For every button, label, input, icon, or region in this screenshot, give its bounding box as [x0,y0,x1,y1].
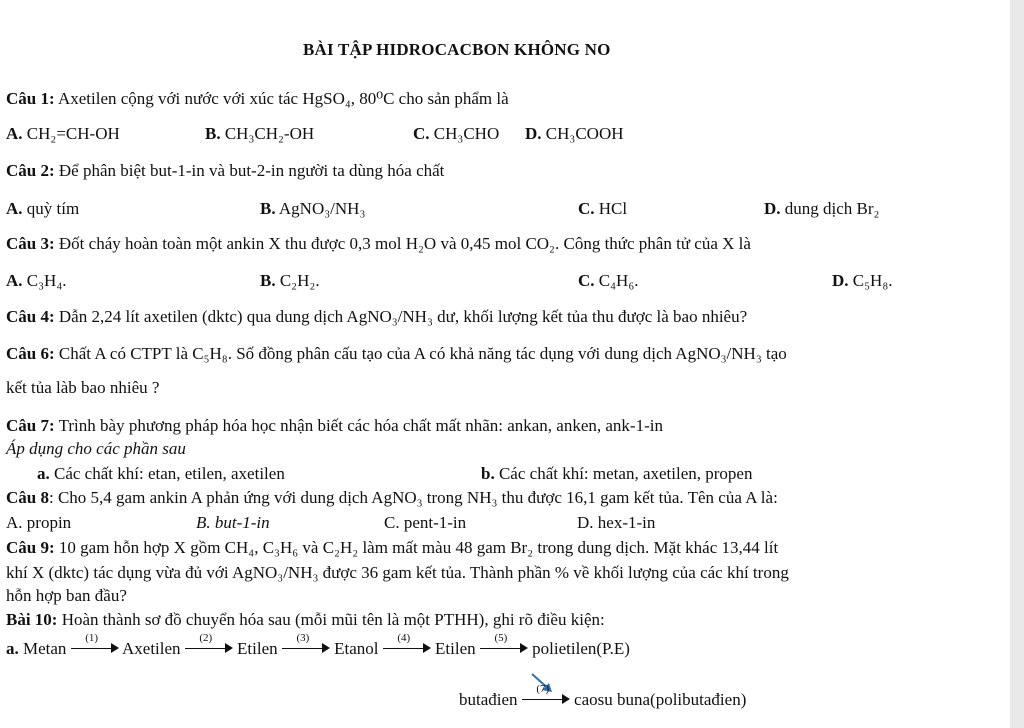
exercise-10-label: Bài 10: [6,610,58,629]
compound-etilen-2: Etilen [435,639,476,658]
question-6-text: Chất A có CTPT là C₅H₈. Số đồng phân cấu tạo của A có khả năng tác dụng với dung dịch AgNO₃/NH₃ tạo [58,344,787,363]
q3-option-a [6,272,67,289]
reaction-number: (4) [397,632,411,644]
q3-option-b [260,272,320,289]
q3-option-d [832,272,893,289]
part-label: a. [37,464,50,483]
q8-option-c: C. pent-1-in [384,513,467,532]
question-9-text: 10 gam hỗn hợp X gồm CH₄, C₃H₆ và C₂H₂ làm mất màu 48 gam Br₂ trong dung dịch. Mặt khác 13,44 lít [58,538,779,557]
reaction-number: (5) [494,632,508,644]
q8-option-a: A. propin [6,513,72,532]
option-text: CH₃COOH [545,124,624,143]
question-2-label: Câu 2: [6,161,55,180]
option-text: B. but-1-in [196,513,270,532]
question-9-line-2: khí X (dktc) tác dụng vừa đủ với AgNO₃/NH₃ được 36 gam kết tủa. Thành phần % về khối lượng của các khí trong [6,563,789,582]
q8-option-d: D. hex-1-in [577,513,656,532]
page-title: BÀI TẬP HIDROCACBON KHÔNG NO [303,40,611,59]
reaction-arrow-5 [480,632,528,653]
exercise-10 [6,611,605,628]
question-7-apply [6,440,186,457]
compound-metan: Metan [23,639,67,658]
option-label: A. [6,124,23,143]
option-text: dung dịch Br₂ [784,199,880,218]
option-text: CH₃CHO [433,124,500,143]
question-1-text: Axetilen cộng với nước với xúc tác HgSO₄, 80⁰C cho sản phẩm là [57,89,509,108]
question-8-text: : Cho 5,4 gam ankin A phản ứng với dung dịch AgNO₃ trong NH₃ thu được 16,1 gam kết tủa. Tên của A là: [48,488,778,507]
exercise-10-text: Hoàn thành sơ đồ chuyển hóa sau (mỗi mũi tên là một PTHH), ghi rõ điều kiện: [61,610,605,629]
q7-part-a [37,465,285,482]
compound-butadien: butađien [459,690,518,709]
reaction-arrow-3 [282,632,330,653]
compound-etilen: Etilen [237,639,278,658]
option-text: C₃H₄. [26,271,67,290]
question-6-label: Câu 6: [6,344,55,363]
option-label: A. [6,199,23,218]
conversion-scheme [6,632,630,658]
question-6 [6,345,787,362]
question-7 [6,417,663,434]
compound-caosu-buna: caosu buna(polibutađien) [574,690,747,709]
option-text: C₄H₆. [598,271,639,290]
option-label: B. [205,124,221,143]
option-label: D. [832,271,849,290]
option-text: quỳ tím [26,199,80,218]
question-8 [6,489,778,506]
question-9-label: Câu 9: [6,538,55,557]
question-2-text: Để phân biệt but-1-in và but-2-in người ta dùng hóa chất [58,161,445,180]
part-label: b. [481,464,495,483]
question-4-text: Dẫn 2,24 lít axetilen (dktc) qua dung dịch AgNO₃/NH₃ dư, khối lượng kết tủa thu được là bao nhiêu? [58,307,748,326]
reaction-arrow-1 [71,632,119,653]
question-7-text: Trình bày phương pháp hóa học nhận biết các hóa chất mất nhãn: ankan, anken, ank-1-in [58,416,663,435]
reaction-arrow-4 [383,632,431,653]
question-6-continuation: kết tủa làb bao nhiêu ? [6,378,160,397]
option-label: A. [6,271,23,290]
page-edge [1010,0,1024,728]
question-1 [6,90,509,107]
q2-option-d [764,200,879,217]
question-4 [6,308,747,325]
question-3-label: Câu 3: [6,234,55,253]
question-3-text: Đốt cháy hoàn toàn một ankin X thu được 0,3 mol H₂O và 0,45 mol CO₂. Công thức phân tử của X là [58,234,751,253]
reaction-arrow-7 [522,683,570,704]
compound-polietilen: polietilen(P.E) [532,639,630,658]
question-9 [6,539,778,556]
q7-part-b [481,465,752,482]
reaction-number: (1) [85,632,99,644]
question-1-label: Câu 1: [6,89,55,108]
question-9-line-3: hỗn hợp ban đầu? [6,586,127,605]
question-4-label: Câu 4: [6,307,55,326]
question-7-label: Câu 7: [6,416,55,435]
option-label: C. [578,271,595,290]
option-label: D. [525,124,542,143]
option-label: C. [413,124,430,143]
option-text: C₂H₂. [279,271,320,290]
compound-etanol: Etanol [334,639,379,658]
option-text: AgNO₃/NH₃ [278,199,366,218]
option-text: C₅H₈. [852,271,893,290]
option-label: B. [260,271,276,290]
option-text: CH₃CH₂-OH [224,124,315,143]
reaction-number: (7) [536,683,550,695]
q8-option-b [196,514,270,531]
question-3 [6,235,751,252]
option-label: C. [578,199,595,218]
q1-option-d [525,125,624,142]
reaction-number: (2) [199,632,213,644]
compound-axetilen: Axetilen [122,639,181,658]
q2-option-c [578,200,627,217]
q1-option-c [413,125,499,142]
q2-option-a [6,200,79,217]
part-text: Các chất khí: etan, etilen, axetilen [54,464,285,483]
option-text: CH₂=CH-OH [26,124,120,143]
q3-option-c [578,272,639,289]
apply-text: Áp dụng cho các phần sau [6,439,186,458]
reaction-arrow-2 [185,632,233,653]
q1-option-b [205,125,314,142]
reaction-number: (3) [296,632,310,644]
option-text: HCl [598,199,628,218]
question-8-label: Câu 8 [6,488,49,507]
part-text: Các chất khí: metan, axetilen, propen [498,464,753,483]
option-label: B. [260,199,276,218]
scheme-label: a. [6,639,19,658]
conversion-scheme-row-2 [459,683,747,709]
option-label: D. [764,199,781,218]
question-2 [6,162,444,179]
q1-option-a [6,125,120,142]
q2-option-b [260,200,365,217]
